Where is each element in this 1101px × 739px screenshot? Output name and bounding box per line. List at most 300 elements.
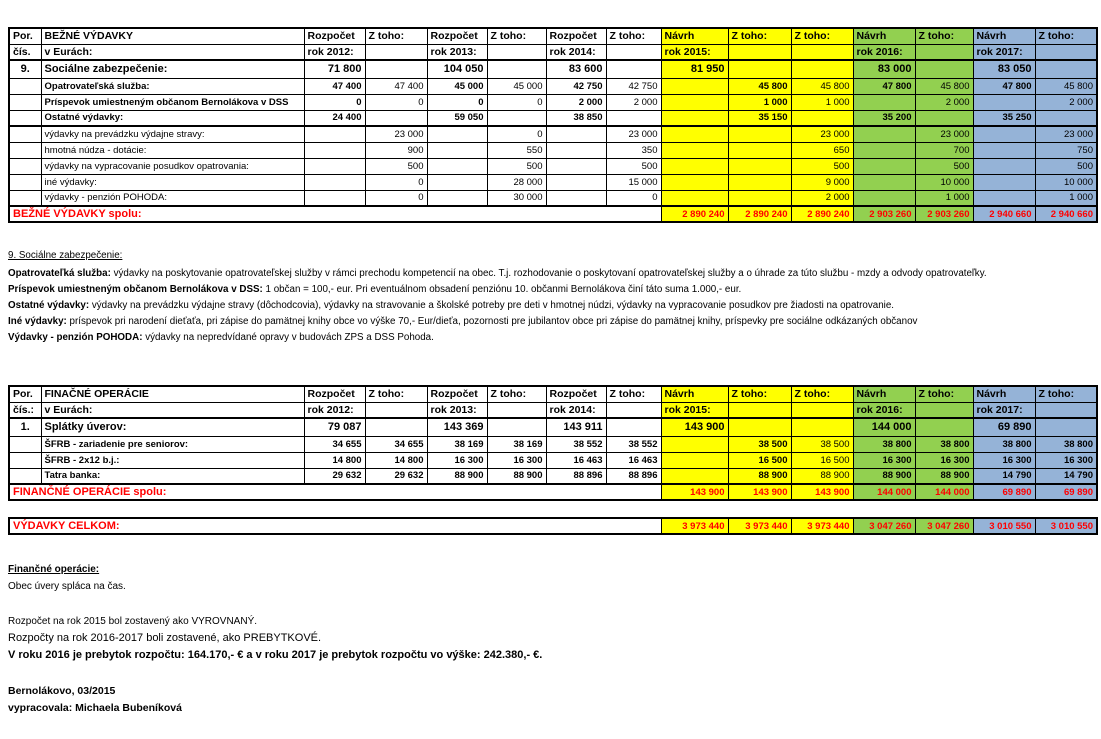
column-subheader: [791, 44, 853, 60]
value-cell: [853, 190, 915, 206]
row-label: Príspevok umiestneným občanom Bernolákova v DSS: [41, 94, 304, 110]
notes2-title: Finančné operácie:: [8, 564, 100, 575]
row-number: [9, 94, 41, 110]
value-cell: 500: [365, 158, 427, 174]
total-label: BEŽNÉ VÝDAVKY spolu:: [9, 206, 661, 222]
value-cell: 38 169: [487, 436, 546, 452]
total-value-cell: 2 890 240: [791, 206, 853, 222]
column-subheader: rok 2016:: [853, 44, 915, 60]
value-cell: 88 900: [728, 468, 791, 484]
table-row: [9, 126, 1097, 142]
value-cell: 38 500: [728, 436, 791, 452]
column-subheader: rok 2014:: [546, 402, 606, 418]
row-label: hmotná núdza - dotácie:: [41, 142, 304, 158]
value-cell: 42 750: [606, 78, 661, 94]
value-cell: [304, 158, 365, 174]
value-cell: 550: [487, 142, 546, 158]
value-cell: [365, 418, 427, 436]
notes2-line: V roku 2016 je prebytok rozpočtu: 164.170,- € a v roku 2017 je prebytok rozpočtu vo výške: 242.380,- €.: [8, 649, 543, 661]
column-subheader: rok 2013:: [427, 402, 487, 418]
notes2-line: Obec úvery spláca na čas.: [8, 581, 126, 592]
value-cell: [661, 190, 728, 206]
note-lead: Ostatné výdavky:: [8, 300, 90, 311]
table-row: [9, 110, 1097, 126]
value-cell: [606, 60, 661, 78]
value-cell: 47 400: [304, 78, 365, 94]
column-header: Z toho:: [728, 386, 791, 402]
value-cell: [791, 60, 853, 78]
corner-header: Por.: [9, 28, 41, 44]
value-cell: [853, 142, 915, 158]
value-cell: 1 000: [791, 94, 853, 110]
value-cell: [973, 174, 1035, 190]
value-cell: [915, 110, 973, 126]
value-cell: 2 000: [606, 94, 661, 110]
value-cell: [853, 174, 915, 190]
table-row: [9, 190, 1097, 206]
value-cell: 88 900: [915, 468, 973, 484]
column-header: Z toho:: [487, 28, 546, 44]
value-cell: [728, 158, 791, 174]
table-row: [9, 158, 1097, 174]
total-value-cell: 2 890 240: [661, 206, 728, 222]
row-label: výdavky na prevádzku výdajne stravy:: [41, 126, 304, 142]
value-cell: 1 000: [728, 94, 791, 110]
total-value-cell: 2 890 240: [728, 206, 791, 222]
table-title: FINAČNÉ OPERÁCIE: [41, 386, 304, 402]
table-row: [9, 60, 1097, 78]
column-subheader: rok 2014:: [546, 44, 606, 60]
value-cell: [661, 436, 728, 452]
value-cell: 38 800: [973, 436, 1035, 452]
column-header: Z toho:: [915, 386, 973, 402]
column-header: Z toho:: [606, 28, 661, 44]
value-cell: 500: [791, 158, 853, 174]
value-cell: [661, 142, 728, 158]
value-cell: 35 250: [973, 110, 1035, 126]
value-cell: 88 896: [606, 468, 661, 484]
value-cell: 143 911: [546, 418, 606, 436]
value-cell: 38 800: [915, 436, 973, 452]
grand-total-label: VÝDAVKY CELKOM:: [9, 518, 661, 534]
value-cell: 1 000: [1035, 190, 1097, 206]
value-cell: 24 400: [304, 110, 365, 126]
row-number: [9, 468, 41, 484]
value-cell: [546, 142, 606, 158]
value-cell: [661, 468, 728, 484]
value-cell: [365, 60, 427, 78]
notes1-title: 9. Sociálne zabezpečenie:: [8, 250, 123, 261]
value-cell: [546, 190, 606, 206]
value-cell: 1 000: [915, 190, 973, 206]
grand-total-value-cell: 3 973 440: [661, 518, 728, 534]
column-subheader: [728, 402, 791, 418]
value-cell: [661, 452, 728, 468]
column-header: Rozpočet: [304, 28, 365, 44]
value-cell: 34 655: [365, 436, 427, 452]
total-value-cell: 2 903 260: [915, 206, 973, 222]
value-cell: [728, 126, 791, 142]
table-row: [9, 142, 1097, 158]
value-cell: 16 300: [427, 452, 487, 468]
value-cell: [365, 110, 427, 126]
column-subheader: [1035, 402, 1097, 418]
table-row: [9, 94, 1097, 110]
value-cell: 45 800: [791, 78, 853, 94]
value-cell: 23 000: [365, 126, 427, 142]
column-subheader: rok 2017:: [973, 402, 1035, 418]
value-cell: 23 000: [606, 126, 661, 142]
value-cell: 0: [304, 94, 365, 110]
value-cell: 38 500: [791, 436, 853, 452]
value-cell: [973, 190, 1035, 206]
value-cell: 23 000: [915, 126, 973, 142]
value-cell: 2 000: [915, 94, 973, 110]
column-subheader: [1035, 44, 1097, 60]
column-subheader: [606, 44, 661, 60]
column-header: Z toho:: [606, 386, 661, 402]
row-label: Opatrovateľská služba:: [41, 78, 304, 94]
notes-section-1: [8, 248, 1101, 346]
value-cell: 500: [606, 158, 661, 174]
column-header: Z toho:: [365, 386, 427, 402]
note-line: [8, 282, 1101, 298]
value-cell: [853, 126, 915, 142]
value-cell: 2 000: [791, 190, 853, 206]
value-cell: [973, 94, 1035, 110]
vydavky-celkom-table: [8, 517, 1098, 535]
note-text: výdavky na prevádzku výdajne stravy (dôchodcovia), výdavky na stravovanie a školské potreby pre deti v hmotnej núdzi, výdavky na vypracovanie posudkov pre žiadosti na opatrovanie.: [89, 300, 895, 311]
value-cell: [915, 418, 973, 436]
value-cell: 38 552: [606, 436, 661, 452]
grand-total-value-cell: 3 973 440: [728, 518, 791, 534]
row-label: Ostatné výdavky:: [41, 110, 304, 126]
column-subheader: rok 2017:: [973, 44, 1035, 60]
column-header: Návrh: [853, 386, 915, 402]
value-cell: [1035, 110, 1097, 126]
value-cell: 16 300: [853, 452, 915, 468]
note-line: [8, 330, 1101, 346]
total-value-cell: 69 890: [1035, 484, 1097, 500]
value-cell: 34 655: [304, 436, 365, 452]
place-date: Bernolákovo, 03/2015: [8, 685, 116, 697]
note-lead: Výdavky - penzión POHODA:: [8, 332, 143, 343]
value-cell: 38 800: [1035, 436, 1097, 452]
value-cell: [973, 142, 1035, 158]
value-cell: 900: [365, 142, 427, 158]
value-cell: [487, 60, 546, 78]
value-cell: 23 000: [1035, 126, 1097, 142]
row-number: [9, 452, 41, 468]
value-cell: 650: [791, 142, 853, 158]
row-label: Splátky úverov:: [41, 418, 304, 436]
value-cell: [661, 78, 728, 94]
column-subheader: rok 2016:: [853, 402, 915, 418]
value-cell: 16 300: [1035, 452, 1097, 468]
value-cell: 45 000: [427, 78, 487, 94]
value-cell: [487, 110, 546, 126]
column-header: Z toho:: [915, 28, 973, 44]
value-cell: 83 050: [973, 60, 1035, 78]
value-cell: 500: [487, 158, 546, 174]
grand-total-value-cell: 3 973 440: [791, 518, 853, 534]
value-cell: [546, 158, 606, 174]
row-number: 9.: [9, 60, 41, 78]
note-lead: Príspevok umiestneným občanom Bernolákova v DSS:: [8, 284, 263, 295]
total-row: [9, 484, 1097, 500]
column-header: Návrh: [973, 386, 1035, 402]
value-cell: 38 169: [427, 436, 487, 452]
value-cell: 81 950: [661, 60, 728, 78]
column-subheader: [915, 44, 973, 60]
value-cell: 69 890: [973, 418, 1035, 436]
column-subheader: rok 2012:: [304, 44, 365, 60]
total-value-cell: 2 903 260: [853, 206, 915, 222]
column-subheader: [791, 402, 853, 418]
value-cell: [661, 158, 728, 174]
value-cell: 59 050: [427, 110, 487, 126]
value-cell: 38 552: [546, 436, 606, 452]
value-cell: 88 900: [853, 468, 915, 484]
value-cell: [661, 126, 728, 142]
column-header: Návrh: [973, 28, 1035, 44]
value-cell: 0: [365, 190, 427, 206]
table-subtitle: v Eurách:: [41, 402, 304, 418]
value-cell: [853, 94, 915, 110]
value-cell: 0: [427, 94, 487, 110]
value-cell: 35 150: [728, 110, 791, 126]
value-cell: 88 900: [427, 468, 487, 484]
value-cell: 88 900: [487, 468, 546, 484]
total-value-cell: 143 900: [791, 484, 853, 500]
value-cell: [973, 158, 1035, 174]
row-number: [9, 110, 41, 126]
value-cell: [728, 142, 791, 158]
value-cell: 16 500: [791, 452, 853, 468]
value-cell: 47 800: [853, 78, 915, 94]
corner-header: čís.:: [9, 402, 41, 418]
value-cell: 16 300: [487, 452, 546, 468]
signature-block: [8, 683, 1101, 717]
row-number: [9, 158, 41, 174]
value-cell: [728, 60, 791, 78]
column-subheader: [365, 402, 427, 418]
total-value-cell: 2 940 660: [1035, 206, 1097, 222]
column-subheader: [487, 402, 546, 418]
value-cell: 0: [365, 174, 427, 190]
row-number: [9, 78, 41, 94]
value-cell: [791, 110, 853, 126]
value-cell: [304, 142, 365, 158]
total-value-cell: 69 890: [973, 484, 1035, 500]
value-cell: 500: [915, 158, 973, 174]
value-cell: [427, 190, 487, 206]
value-cell: 14 800: [304, 452, 365, 468]
value-cell: 29 632: [365, 468, 427, 484]
value-cell: 0: [365, 94, 427, 110]
table-row: [9, 468, 1097, 484]
value-cell: [661, 174, 728, 190]
row-label: Sociálne zabezpečenie:: [41, 60, 304, 78]
table-header-row: [9, 386, 1097, 402]
value-cell: 14 790: [1035, 468, 1097, 484]
value-cell: 500: [1035, 158, 1097, 174]
note-text: výdavky na nepredvídané opravy v budovách ZPS a DSS Pohoda.: [142, 332, 434, 343]
column-subheader: [915, 402, 973, 418]
value-cell: [427, 142, 487, 158]
column-header: Návrh: [853, 28, 915, 44]
value-cell: 83 600: [546, 60, 606, 78]
value-cell: 9 000: [791, 174, 853, 190]
note-line: [8, 298, 1101, 314]
value-cell: 700: [915, 142, 973, 158]
column-subheader: rok 2013:: [427, 44, 487, 60]
financne-operacie-table: [8, 385, 1098, 501]
column-header: Z toho:: [791, 386, 853, 402]
total-value-cell: 143 900: [728, 484, 791, 500]
value-cell: 45 800: [915, 78, 973, 94]
notes2-line: Rozpočty na rok 2016-2017 boli zostavené, ako PREBYTKOVÉ.: [8, 632, 322, 644]
bezne-vydavky-table: [8, 27, 1098, 223]
table-row: [9, 174, 1097, 190]
notes-section-2: [8, 561, 1101, 717]
column-header: Návrh: [661, 28, 728, 44]
corner-header: Por.: [9, 386, 41, 402]
value-cell: 45 000: [487, 78, 546, 94]
value-cell: [606, 418, 661, 436]
value-cell: [304, 174, 365, 190]
row-label: ŠFRB - 2x12 b.j.:: [41, 452, 304, 468]
value-cell: 10 000: [1035, 174, 1097, 190]
value-cell: 45 800: [1035, 78, 1097, 94]
value-cell: 144 000: [853, 418, 915, 436]
value-cell: 88 896: [546, 468, 606, 484]
column-header: Z toho:: [791, 28, 853, 44]
value-cell: 104 050: [427, 60, 487, 78]
total-row: [9, 206, 1097, 222]
row-number: [9, 142, 41, 158]
value-cell: 16 500: [728, 452, 791, 468]
value-cell: 0: [487, 126, 546, 142]
table-header-row: [9, 28, 1097, 44]
value-cell: 47 800: [973, 78, 1035, 94]
value-cell: 23 000: [791, 126, 853, 142]
column-header: Z toho:: [487, 386, 546, 402]
value-cell: [427, 174, 487, 190]
value-cell: 29 632: [304, 468, 365, 484]
value-cell: 16 300: [915, 452, 973, 468]
column-header: Rozpočet: [304, 386, 365, 402]
top-margin: [0, 0, 1101, 27]
value-cell: 16 463: [606, 452, 661, 468]
value-cell: 0: [606, 190, 661, 206]
value-cell: 350: [606, 142, 661, 158]
column-header: Rozpočet: [546, 28, 606, 44]
value-cell: [728, 190, 791, 206]
value-cell: 16 463: [546, 452, 606, 468]
value-cell: [661, 94, 728, 110]
column-subheader: rok 2015:: [661, 44, 728, 60]
table-row: [9, 418, 1097, 436]
column-subheader: rok 2012:: [304, 402, 365, 418]
value-cell: [546, 174, 606, 190]
table-header-row: [9, 44, 1097, 60]
total-value-cell: 143 900: [661, 484, 728, 500]
value-cell: 0: [487, 94, 546, 110]
total-label: FINANČNÉ OPERÁCIE spolu:: [9, 484, 661, 500]
value-cell: 45 800: [728, 78, 791, 94]
value-cell: [546, 126, 606, 142]
row-number: [9, 126, 41, 142]
notes2-line: Rozpočet na rok 2015 bol zostavený ako VYROVNANÝ.: [8, 616, 258, 627]
column-subheader: rok 2015:: [661, 402, 728, 418]
note-text: 1 občan = 100,- eur. Pri eventuálnom obsadení penziónu 10. občanmi Bernolákova činí táto suma 1.000,- eur.: [262, 284, 742, 295]
value-cell: 38 850: [546, 110, 606, 126]
value-cell: [791, 418, 853, 436]
note-line: [8, 314, 1101, 330]
value-cell: 10 000: [915, 174, 973, 190]
column-header: Z toho:: [1035, 28, 1097, 44]
grand-total-value-cell: 3 010 550: [1035, 518, 1097, 534]
column-header: Z toho:: [728, 28, 791, 44]
value-cell: 16 300: [973, 452, 1035, 468]
spacer: [8, 595, 1101, 613]
value-cell: [973, 126, 1035, 142]
column-header: Rozpočet: [427, 28, 487, 44]
row-number: [9, 190, 41, 206]
value-cell: [728, 418, 791, 436]
value-cell: 750: [1035, 142, 1097, 158]
value-cell: 2 000: [546, 94, 606, 110]
table-row: [9, 452, 1097, 468]
table-header-row: [9, 402, 1097, 418]
value-cell: 14 800: [365, 452, 427, 468]
value-cell: 79 087: [304, 418, 365, 436]
table-row: [9, 436, 1097, 452]
value-cell: 38 800: [853, 436, 915, 452]
note-text: výdavky na poskytovanie opatrovateľskej služby v rámci prechodu kompetencií na obec. T.j. rozhodovanie o poskytovaní opatrovateľskej služby a o úhrade za túto službu - mzdy a odvody opatrovateľky.: [110, 268, 987, 279]
table-row: [9, 78, 1097, 94]
row-label: iné výdavky:: [41, 174, 304, 190]
total-value-cell: 144 000: [915, 484, 973, 500]
grand-total-value-cell: 3 047 260: [915, 518, 973, 534]
note-line: [8, 266, 1101, 282]
value-cell: [606, 110, 661, 126]
row-number: [9, 436, 41, 452]
value-cell: [1035, 418, 1097, 436]
value-cell: [487, 418, 546, 436]
row-number: [9, 174, 41, 190]
value-cell: 14 790: [973, 468, 1035, 484]
grand-total-value-cell: 3 047 260: [853, 518, 915, 534]
column-subheader: [487, 44, 546, 60]
column-header: Z toho:: [365, 28, 427, 44]
value-cell: 35 200: [853, 110, 915, 126]
column-header: Rozpočet: [427, 386, 487, 402]
note-lead: Iné výdavky:: [8, 316, 67, 327]
value-cell: 2 000: [1035, 94, 1097, 110]
value-cell: 47 400: [365, 78, 427, 94]
note-lead: Opatrovateľká služba:: [8, 268, 111, 279]
value-cell: [853, 158, 915, 174]
value-cell: 71 800: [304, 60, 365, 78]
row-number: 1.: [9, 418, 41, 436]
value-cell: 42 750: [546, 78, 606, 94]
value-cell: [304, 190, 365, 206]
grand-total-row: [9, 518, 1097, 534]
value-cell: 88 900: [791, 468, 853, 484]
value-cell: [728, 174, 791, 190]
